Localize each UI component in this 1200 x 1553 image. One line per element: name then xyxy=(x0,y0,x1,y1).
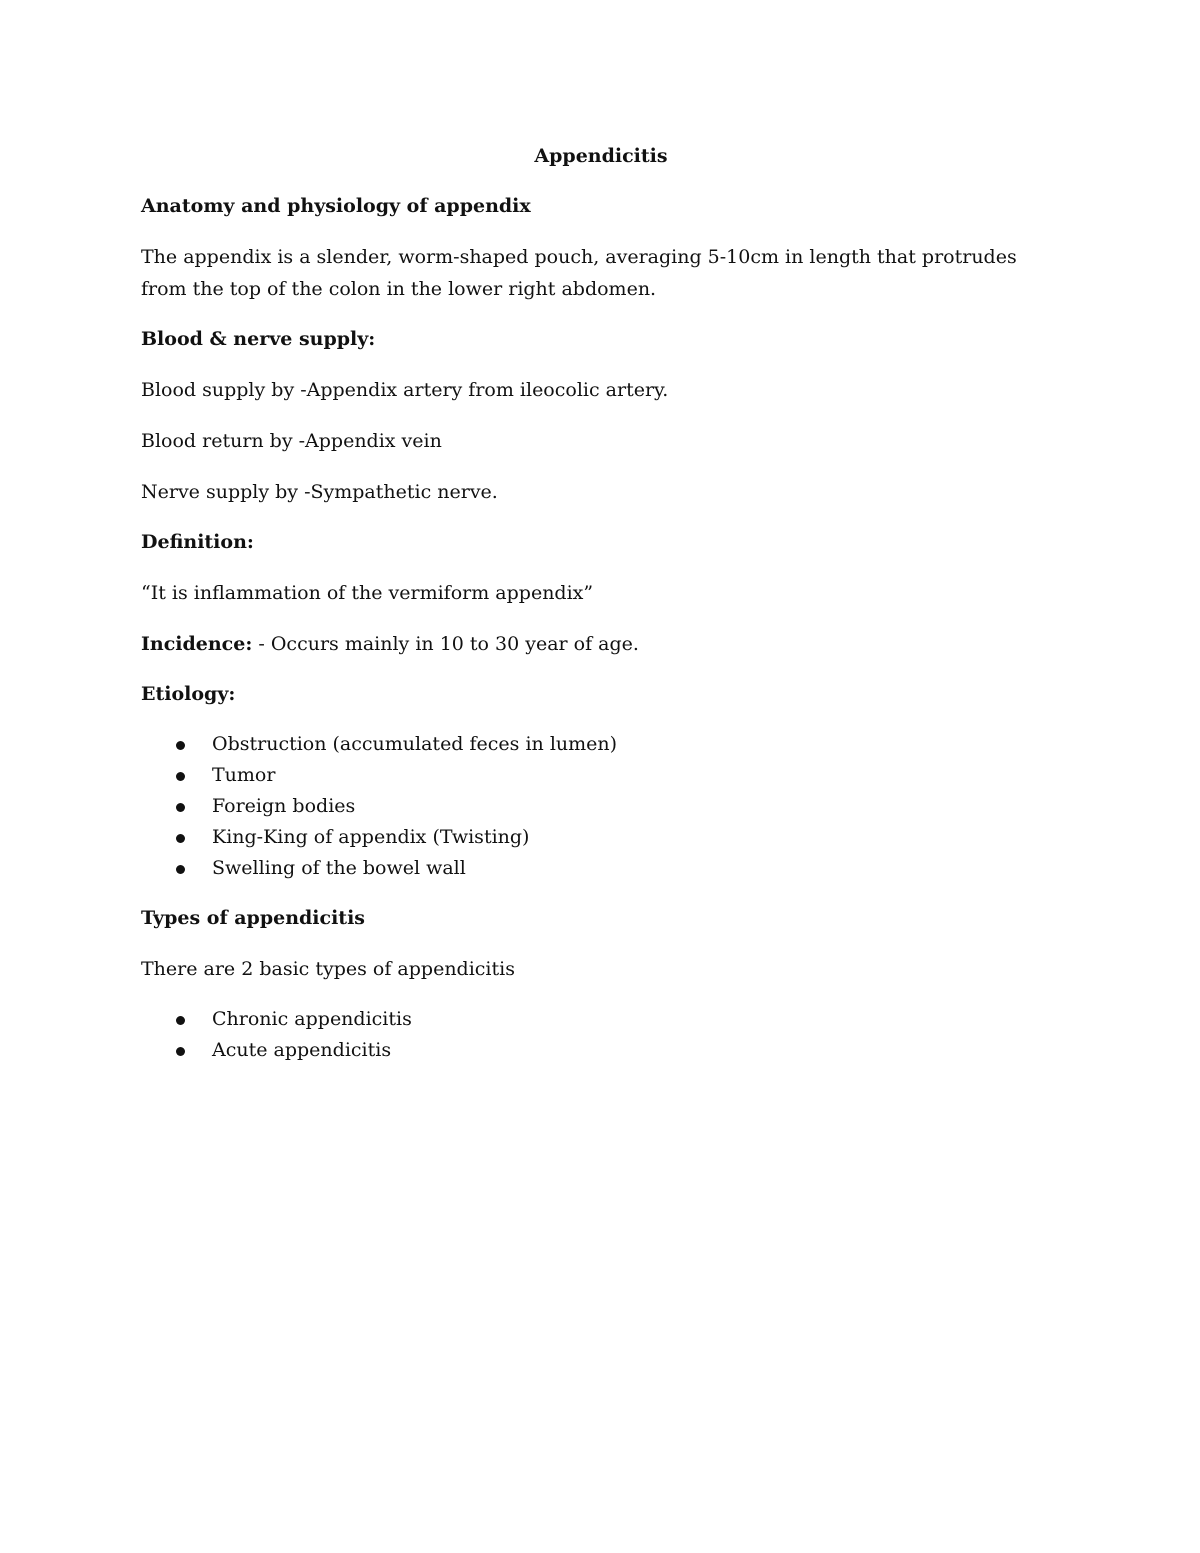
bullet-icon xyxy=(176,834,185,843)
types-intro: There are 2 basic types of appendicitis xyxy=(141,958,515,980)
list-item xyxy=(141,760,1061,791)
types-list xyxy=(141,1004,1061,1066)
bullet-icon xyxy=(176,1047,185,1056)
list-item xyxy=(141,791,1061,822)
list-item-text: Acute appendicitis xyxy=(212,1039,392,1061)
list-item xyxy=(141,1035,1061,1066)
bullet-icon xyxy=(176,803,185,812)
etiology-heading: Etiology: xyxy=(141,683,236,705)
list-item-text: Chronic appendicitis xyxy=(212,1008,412,1030)
bullet-icon xyxy=(176,741,185,750)
bullet-icon xyxy=(176,865,185,874)
incidence-label: Incidence: xyxy=(141,633,253,655)
blood-return-line: Blood return by -Appendix vein xyxy=(141,430,442,452)
types-heading: Types of appendicitis xyxy=(141,907,366,929)
blood-supply-line: Blood supply by -Appendix artery from ileocolic artery. xyxy=(141,379,669,401)
list-item xyxy=(141,1004,1061,1035)
list-item-text: Swelling of the bowel wall xyxy=(212,857,466,879)
blood-nerve-heading: Blood & nerve supply: xyxy=(141,328,376,350)
anatomy-paragraph: The appendix is a slender, worm-shaped pouch, averaging 5-10cm in length that protrudes from the top of the colon in the lower right abdomen. xyxy=(141,246,1017,300)
anatomy-heading: Anatomy and physiology of appendix xyxy=(141,195,531,217)
incidence-text: - Occurs mainly in 10 to 30 year of age. xyxy=(252,633,639,655)
list-item-text: King-King of appendix (Twisting) xyxy=(212,826,530,848)
list-item-text: Tumor xyxy=(212,764,276,786)
list-item-text: Obstruction (accumulated feces in lumen) xyxy=(212,733,618,755)
list-item-text: Foreign bodies xyxy=(212,795,356,817)
list-item xyxy=(141,853,1061,884)
document-title: Appendicitis xyxy=(534,145,668,167)
bullet-icon xyxy=(176,772,185,781)
document-page xyxy=(141,140,1061,1085)
incidence-paragraph xyxy=(141,628,1061,660)
list-item xyxy=(141,729,1061,760)
definition-text: “It is inflammation of the vermiform appendix” xyxy=(141,582,594,604)
bullet-icon xyxy=(176,1016,185,1025)
list-item xyxy=(141,822,1061,853)
definition-heading: Definition: xyxy=(141,531,254,553)
nerve-supply-line: Nerve supply by -Sympathetic nerve. xyxy=(141,481,498,503)
etiology-list xyxy=(141,729,1061,884)
